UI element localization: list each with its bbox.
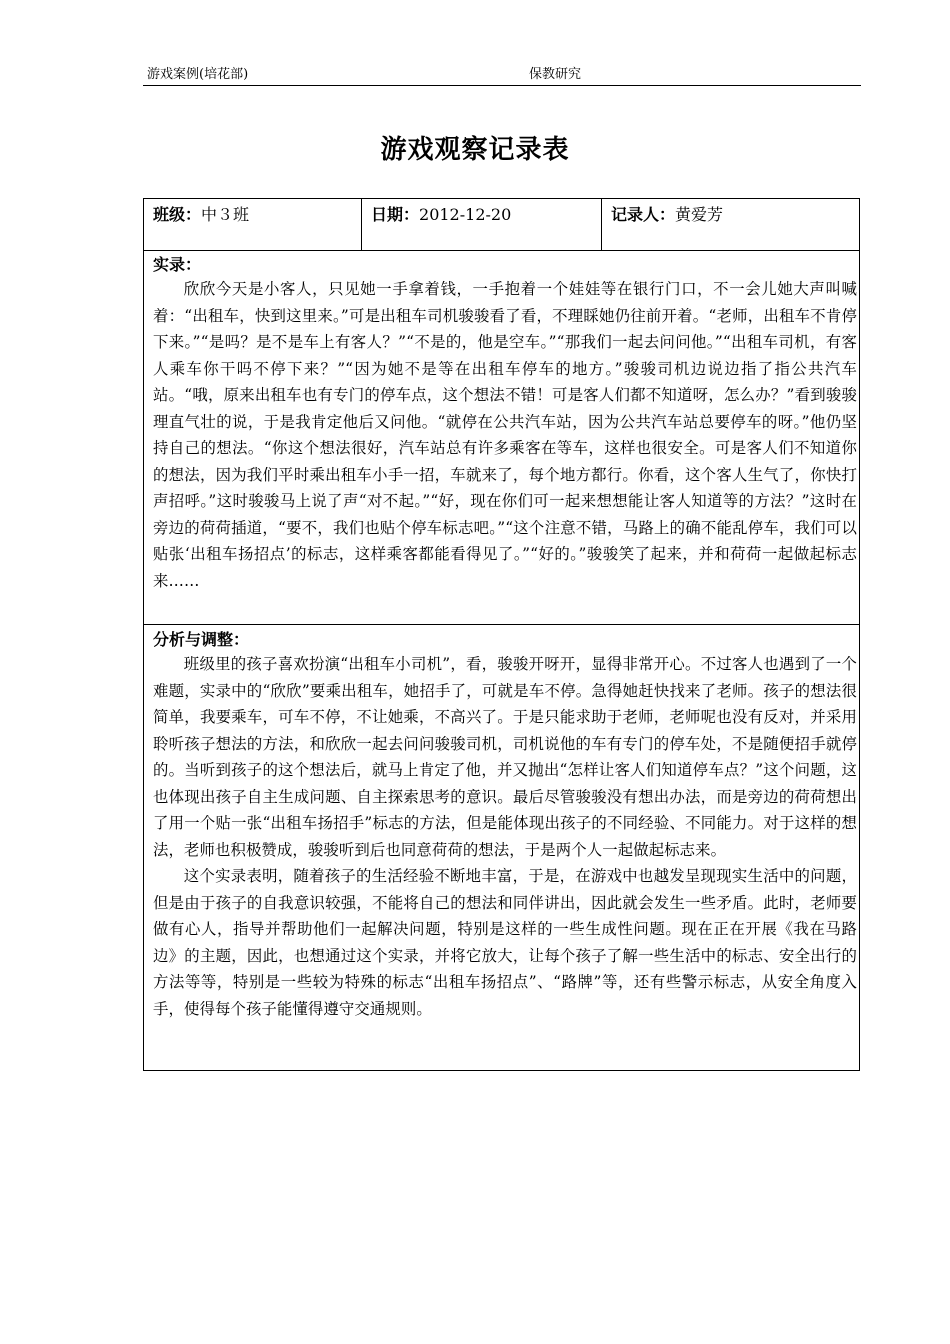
observation-table bbox=[143, 198, 860, 1071]
recorder-cell bbox=[602, 199, 859, 250]
header-left-text: 游戏案例(培花部) bbox=[147, 67, 249, 82]
date-value: 2012-12-20 bbox=[419, 205, 512, 224]
analysis-paragraph-1: 班级里的孩子喜欢扮演“出租车小司机”，看，骏骏开呀开，显得非常开心。不过客人也遇到了一个难题，实录中的“欣欣”要乘出租车，她招手了，可就是车不停。急得她赶快找来了老师。孩子的想法很简单，我要乘车，可车不停，不让她乘，不高兴了。于是只能求助于老师，老师呢也没有反对，并采用聆听孩子想法的方法，和欣欣一起去问问骏骏司机，司机说他的车有专门的停车处，不是随便招手就停的。当听到孩子的这个想法后，就马上肯定了他，并又抛出“怎样让客人们知道停车点？”这个问题，这也体现出孩子自主生成问题、自主探索思考的意识。最后尽管骏骏没有想出办法，而是旁边的荷荷想出了用一个贴一张“出租车扬招手”标志的方法，但是能体现出孩子的不同经验、不同能力。对于这样的想法，老师也积极赞成，骏骏听到后也同意荷荷的想法，于是两个人一起做起标志来。 bbox=[153, 655, 857, 859]
record-heading: 实录： bbox=[153, 255, 202, 274]
date-cell bbox=[362, 199, 602, 250]
class-label: 班级： bbox=[153, 205, 202, 224]
recorder-label: 记录人： bbox=[611, 205, 676, 224]
recorder-value: 黄爱芳 bbox=[675, 205, 724, 224]
page-title: 游戏观察记录表 bbox=[380, 135, 570, 165]
date-label: 日期： bbox=[371, 205, 420, 224]
analysis-heading: 分析与调整： bbox=[153, 630, 250, 649]
analysis-paragraph-2: 这个实录表明，随着孩子的生活经验不断地丰富，于是，在游戏中也越发呈现现实生活中的问题，但是由于孩子的自我意识较强，不能将自己的想法和同伴讲出，因此就会发生一些矛盾。此时，老师要做有心人，指导并帮助他们一起解决问题，特别是这样的一些生成性问题。现在正在开展《我在马路边》的主题，因此，也想通过这个实录，并将它放大，让每个孩子了解一些生活中的标志、安全出行的方法等等，特别是一些较为特殊的标志“出租车扬招点”、“路牌”等，还有些警示标志，从安全角度入手，使得每个孩子能懂得遵守交通规则。 bbox=[153, 867, 857, 1018]
class-value: 中３班 bbox=[201, 205, 250, 224]
info-row bbox=[144, 199, 859, 251]
header-right-text: 保教研究 bbox=[529, 67, 582, 82]
analysis-section bbox=[144, 626, 859, 1070]
class-cell bbox=[144, 199, 362, 250]
record-paragraph: 欣欣今天是小客人，只见她一手拿着钱，一手抱着一个娃娃等在银行门口，不一会儿她大声叫喊着：“出租车，快到这里来。”可是出租车司机骏骏看了看，不理睬她仍往前开着。“老师，出租车不肯停下来。”“是吗？是不是车上有客人？”“不是的，他是空车。”“那我们一起去问问他。”“出租车司机，有客人乘车你干吗不停下来？”“因为她不是等在出租车停车的地方。”骏骏司机边说边指了指公共汽车站。“哦，原来出租车也有专门的停车点，这个想法不错！可是客人们都不知道呀，怎么办？”看到骏骏理直气壮的说，于是我肯定他后又问他。“就停在公共汽车站，因为公共汽车站总要停车的呀。”他仍坚持自己的想法。“你这个想法很好，汽车站总有许多乘客在等车，这样也很安全。可是客人们不知道你的想法，因为我们平时乘出租车小手一招，车就来了，每个地方都行。你看，这个客人生气了，你快打声招呼。”这时骏骏马上说了声“对不起。”“好，现在你们可一起来想想能让客人知道等的方法？”这时在旁边的荷荷插道，“要不，我们也贴个停车标志吧。”“这个注意不错，马路上的确不能乱停车，我们可以贴张‘出租车扬招点’的标志，这样乘客都能看得见了。”“好的。”骏骏笑了起来，并和荷荷一起做起标志来…… bbox=[153, 280, 857, 590]
header-divider bbox=[143, 85, 861, 86]
record-section bbox=[144, 250, 859, 625]
